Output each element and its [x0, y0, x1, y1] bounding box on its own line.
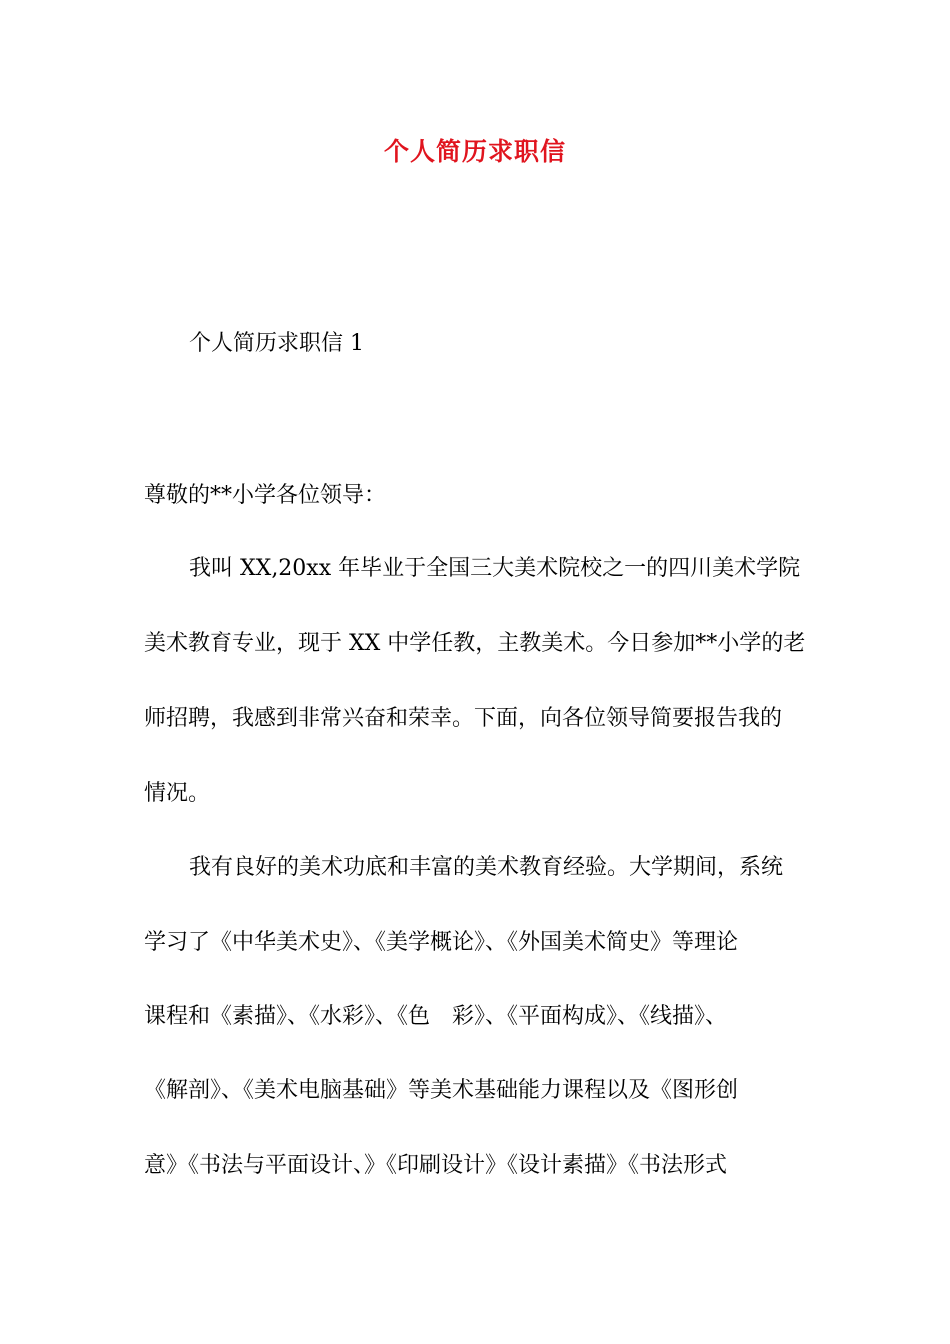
paragraph-line: 师招聘，我感到非常兴奋和荣幸。下面，向各位领导简要报告我的 [144, 706, 783, 731]
document-title: 个人简历求职信 [383, 137, 566, 166]
paragraph-line: 我叫 XX,20xx 年毕业于全国三大美术院校之一的四川美术学院 [189, 556, 801, 581]
paragraph-line: 《解剖》、《美术电脑基础》等美术基础能力课程以及《图形创 [144, 1078, 739, 1103]
paragraph-line: 美术教育专业，现于 XX 中学任教，主教美术。今日参加**小学的老 [144, 631, 806, 656]
paragraph-line: 我有良好的美术功底和丰富的美术教育经验。大学期间，系统 [189, 855, 784, 880]
paragraph-line: 学习了《中华美术史》、《美学概论》、《外国美术简史》等理论 [144, 930, 739, 955]
paragraph-line: 情况。 [144, 781, 211, 806]
paragraph-line: 意》《书法与平面设计、》《印刷设计》《设计素描》《书法形式 [144, 1153, 728, 1178]
section-heading: 个人简历求职信 1 [189, 331, 364, 356]
paragraph-line: 课程和《素描》、《水彩》、《色 彩》、《平面构成》、《线描》、 [144, 1004, 728, 1029]
salutation: 尊敬的**小学各位领导： [144, 483, 387, 508]
